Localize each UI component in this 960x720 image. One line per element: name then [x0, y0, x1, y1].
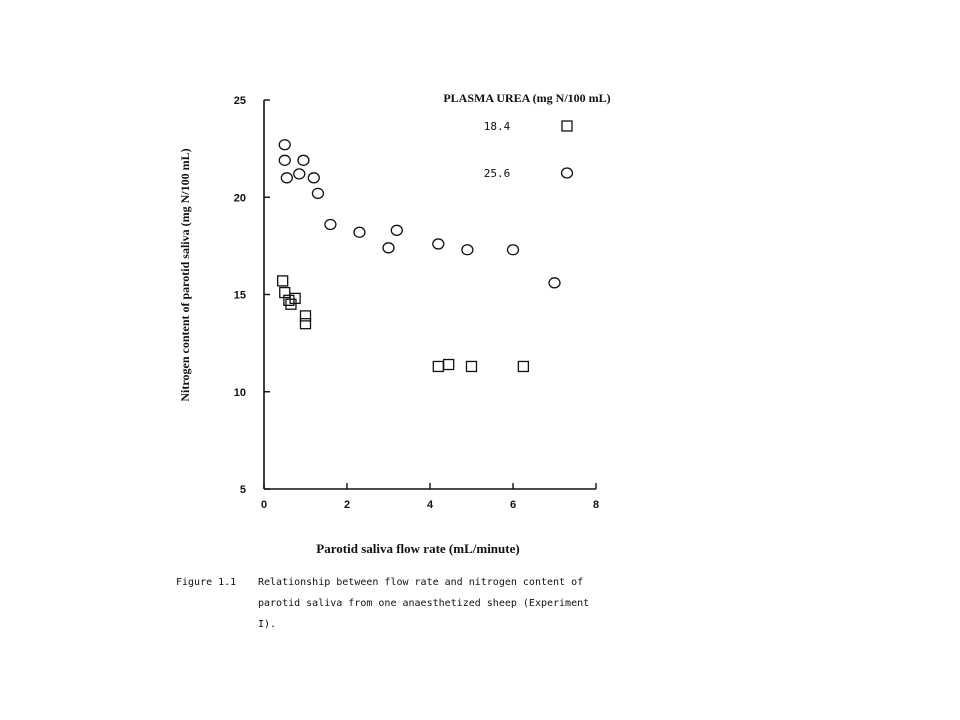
square-marker — [278, 276, 288, 286]
square-marker — [444, 360, 454, 370]
square-marker — [433, 361, 443, 371]
circle-marker — [308, 173, 319, 183]
legend-entry-label: 25.6 — [483, 167, 511, 180]
legend-title: PLASMA UREA (mg N/100 mL) — [443, 91, 611, 105]
circle-marker — [462, 245, 473, 255]
legend-entry-label: 18.4 — [483, 120, 511, 133]
y-tick-label: 10 — [233, 386, 246, 399]
legend — [484, 120, 573, 180]
x-tick-label: 2 — [343, 499, 351, 511]
x-tick-label: 0 — [260, 499, 268, 511]
circle-marker — [325, 219, 336, 229]
circle-marker — [298, 155, 309, 165]
square-marker — [467, 361, 477, 371]
x-axis-label: Parotid saliva flow rate (mL/minute) — [316, 541, 520, 556]
square-marker — [301, 319, 311, 329]
caption-text — [258, 572, 656, 635]
circle-marker — [281, 173, 292, 183]
caption-label: Figure 1.1 — [176, 577, 237, 588]
y-tick-label: 15 — [233, 289, 246, 302]
x-tick-label: 8 — [592, 499, 600, 511]
figure-caption — [176, 572, 656, 635]
square-marker — [280, 288, 290, 298]
legend-circle-marker — [562, 168, 573, 178]
x-tick-label: 6 — [509, 499, 517, 511]
circle-marker — [354, 227, 365, 237]
y-axis-label: Nitrogen content of parotid saliva (mg N/100 mL) — [178, 148, 192, 402]
circle-marker — [279, 140, 290, 150]
circle-marker — [279, 155, 290, 165]
x-tick-label: 4 — [426, 499, 434, 511]
y-tick-label: 20 — [233, 192, 246, 205]
circle-marker — [508, 245, 519, 255]
axes — [264, 100, 596, 489]
y-tick-label: 5 — [239, 484, 246, 496]
square-marker — [301, 311, 311, 321]
circle-marker — [549, 278, 560, 288]
circle-marker — [433, 239, 444, 249]
caption-line: parotid saliva from one anaesthetized sheep (Experiment — [258, 598, 590, 609]
y-tick-label: 25 — [233, 95, 246, 107]
circle-marker — [391, 225, 402, 235]
caption-line: Relationship between flow rate and nitrogen content of — [258, 577, 584, 588]
circle-marker — [312, 188, 323, 198]
circle-marker — [383, 243, 394, 253]
data-marks — [278, 140, 560, 372]
legend-square-marker — [562, 121, 572, 131]
square-marker — [518, 361, 528, 371]
caption-line: I). — [258, 619, 277, 630]
circle-marker — [294, 169, 305, 179]
